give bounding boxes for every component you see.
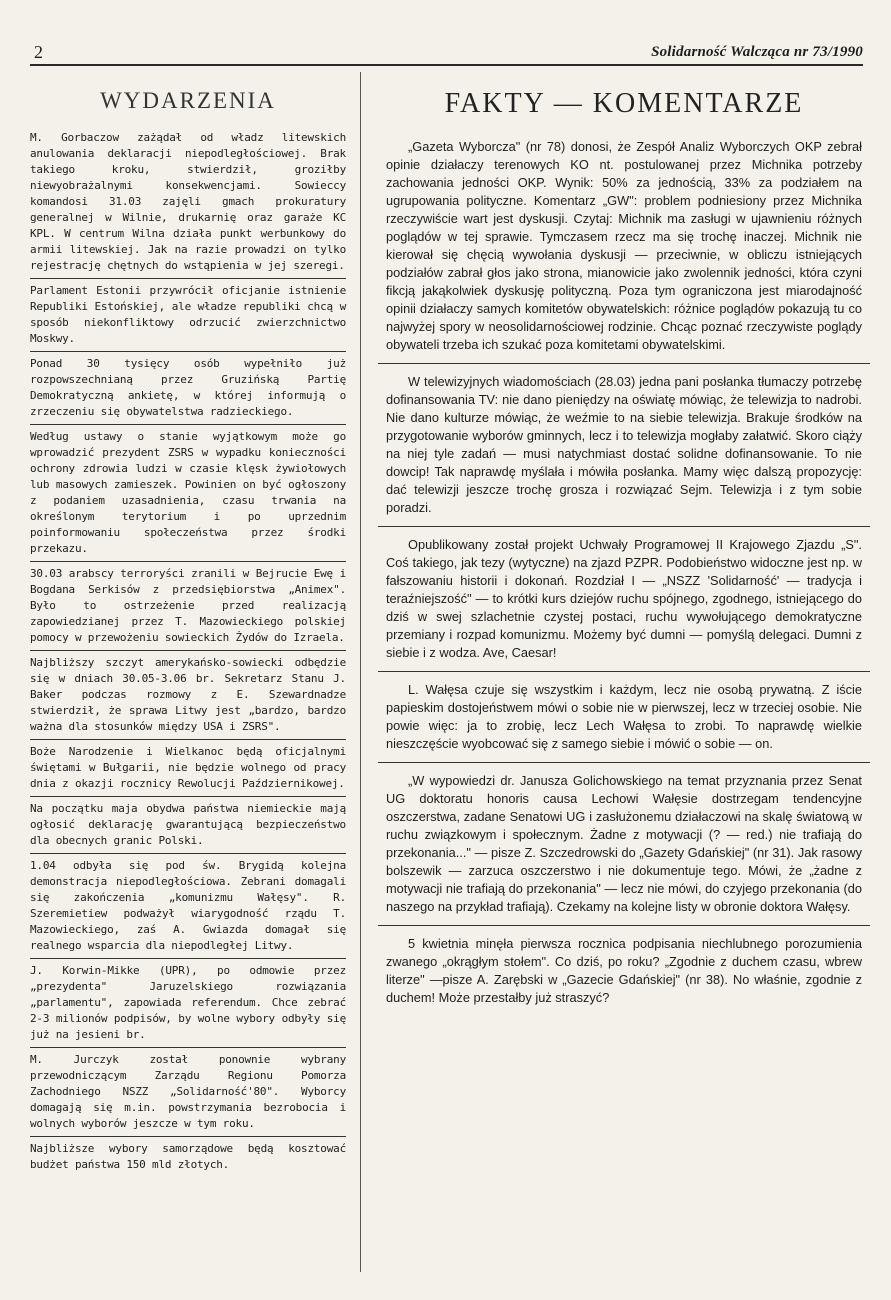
commentary-item: 5 kwietnia minęła pierwsza rocznica podpisania niechlubnego porozumienia zwanego „okrągłym stołem". Co dziś, po roku? „Zgodnie z duchem czasu, wbrew literze" —pisze A. Zarębski w „Gazecie Gdańskiej" (nr 38). No właśnie, zgodnie z duchem! Może przestałby już straszyć? — [386, 936, 862, 1005]
event-item: 30.03 arabscy terroryści zranili w Bejrucie Ewę i Bogdana Serkisów z przedsiębiorstwa „Animex". Było to ostrzeżenie przed realizacją zapowiedzianej przez T. Mazowieckiego polskiej pomocy w przewożeniu sowieckich Żydów do Izraela. — [30, 566, 346, 651]
page-number: 2 — [34, 42, 43, 62]
events-column — [30, 88, 346, 1181]
event-item: M. Jurczyk został ponownie wybrany przewodniczącym Zarządu Regionu Pomorza Zachodniego NSZZ „Solidarność'80". Wyborcy domagają się m.in. powstrzymania bezrobocia i wolnych wyborów jeszcze w tym roku. — [30, 1052, 346, 1137]
event-item: M. Gorbaczow zażądał od władz litewskich anulowania deklaracji niepodległościowej. Brak takiego kroku, stwierdził, groziłby niewyobrażalnymi konsekwencjami. Sowieccy komandosi 31.03 zajęli gmach prokuratury generalnej w Wilnie, drukarnię oraz garaże KC KPL. W centrum Wilna działa punkt werbunkowy do armii litewskiej. Jak na razie prowadzi on tylko rejestrację chętnych do wstąpienia w jej szeregi. — [30, 130, 346, 279]
commentary-item: Opublikowany został projekt Uchwały Programowej II Krajowego Zjazdu „S". Coś takiego, jak tezy (wytyczne) na zjazd PZPR. Podobieństwo widoczne jest np. w fałszowaniu historii i dokonań. Rozdział I — „NSZZ 'Solidarność' — tradycja i teraźniejszość" — to krótki kurs dziejów ruchu spójnego, zgodnego, istniejącego do dziś w swej szlachetnie czystej postaci, ruchu wywołującego demokratyczne przemiany i rozpad komunizmu. Możemy być dumni — pomyślą delegaci. Dumni z siebie i z wodza. Ave, Caesar! — [378, 536, 870, 672]
commentary-item: W telewizyjnych wiadomościach (28.03) jedna pani posłanka tłumaczy potrzebę dofinansowania TV: nie dano pieniędzy na oświatę mówiąc, że telewizja to nadrobi. Nie dano kulturze mówiąc, że weźmie to na siebie telewizja. Brakuje środków na przygotowanie wyborów gminnych, lecz i to telewizja mogłaby załatwić. Skoro ciąży na niej tyle zadań — musi natychmiast dostać solidne dofinansowanie. To nie dowcip! Tak naprawdę myślała i mówiła posłanka. Mamy więc dalszą propozycję: dać telewizji jeszcze trochę grosza i rozwiązać Sejm. Telewizja i z tym sobie poradzi. — [378, 373, 870, 527]
event-item: Parlament Estonii przywrócił oficjanie istnienie Republiki Estońskiej, ale władze republiki chcą w sposób niekonfliktowy odrzucić zwierzchnictwo Moskwy. — [30, 283, 346, 352]
event-item: Boże Narodzenie i Wielkanoc będą oficjalnymi świętami w Bułgarii, nie będzie wolnego od pracy dnia z okazji rocznicy Rewolucji Październikowej. — [30, 744, 346, 797]
commentary-item: „Gazeta Wyborcza" (nr 78) donosi, że Zespół Analiz Wyborczych OKP zebrał opinie działaczy terenowych KO nt. postulowanej przez Michnika potrzeby zachowania jedności OKP. Wynik: 50% za jednością, 33% za podziałem na ugrupowania polityczne. Komentarz „GW": problem podniesiony przez Michnika rzeczywiście wart jest dyskusji. Czytaj: Michnik ma zasługi w ujawnieniu różnych poglądów w tej sprawie. Tymczasem rzecz ma się trochę inaczej. Michnik nie kierował się chęcią wywołania dyskusji — przeciwnie, w obliczu istniejących podziałów zabrał głos jako strona, mianowicie jako zwolennik jedności, która czyni fikcją jakąkolwiek dyskusję polityczną. Poza tym ograniczona jest miarodajność opinii działaczy samych komitetów obywatelskich: różnice poglądów pokazują tu co najwyżej spory w neosolidarnościowej rodzinie. Chcąc poznać rzeczywiste poglądy obywateli trzeba ich szukać poza komitetami obywatelskimi. — [378, 138, 870, 364]
commentary-item: „W wypowiedzi dr. Janusza Golichowskiego na temat przyznania przez Senat UG doktoratu honoris causa Lechowi Wałęsie dostrzegam tendencyjne oszczerstwa, zadane Senatowi UG i zasłużonemu działaczowi na skalę światową w ruchu związkowym i społecznym. Żadne z motywacji (? — red.) nie trafiają do przekonania..." — pisze Z. Szczedrowski do „Gazety Gdańskiej" (nr 31). Jak rasowy bolszewik — zarzuca oszczerstwo i nie dokumentuje tego. Mówi, że „żadne z motywacji nie trafiają do przekonania" — lecz nie mówi, do czyjego przekonania (do naszego na przykład trafiają). Czekamy na kolejne listy w obronie doktora Wałęsy. — [378, 772, 870, 926]
commentary-column — [378, 88, 870, 1025]
event-item: Najbliższy szczyt amerykańsko-sowiecki odbędzie się w dniach 30.05-3.06 br. Sekretarz Stanu J. Baker podczas rozmowy z E. Szewardnadze stwierdził, że sprawa Litwy jest „bardzo, bardzo ważna dla stosunków między USA i ZSRS". — [30, 655, 346, 740]
commentary-heading: FAKTY — KOMENTARZE — [444, 88, 804, 119]
event-item: Najbliższe wybory samorządowe będą kosztować budżet państwa 150 mld złotych. — [30, 1142, 346, 1171]
issue-title: Solidarność Walcząca nr 73/1990 — [651, 44, 863, 60]
event-item: Według ustawy o stanie wyjątkowym może go wprowadzić prezydent ZSRS w wypadku konieczności ochrony zdrowia ludzi w czasie klęsk żywiołowych lub masowych zamieszek. Powinien on być ogłoszony z podaniem uzasadnienia, czasu trwania na określonym terytorium i po uprzednim poinformowaniu społeczeństwa przez środki przekazu. — [30, 429, 346, 562]
event-item: 1.04 odbyła się pod św. Brygidą kolejna demonstracja niepodległościowa. Zebrani domagali się zakończenia „komunizmu Wałęsy". R. Szeremietiew podważył wiarygodność rządu T. Mazowieckiego, zaś A. Gwiazda domagał się realnego wsparcia dla niepodległej Litwy. — [30, 858, 346, 959]
event-item: Na początku maja obydwa państwa niemieckie mają ogłosić deklarację gwarantującą bezpieczeństwo dla obecnych granic Polski. — [30, 801, 346, 854]
events-heading: WYDARZENIA — [100, 88, 276, 113]
page-header — [30, 40, 863, 66]
event-item: J. Korwin-Mikke (UPR), po odmowie przez „prezydenta" Jaruzelskiego rozwiązania „parlamentu", zapowiada referendum. Chce zebrać 2-3 milionów podpisów, by wolne wybory odbyły się już na jesieni br. — [30, 963, 346, 1048]
event-item: Ponad 30 tysięcy osób wypełniło już rozpowszechnianą przez Gruzińską Partię Demokratyczną ankietę, w której informują o zrzeczeniu się obywatelstwa radzieckiego. — [30, 356, 346, 425]
commentary-item: L. Wałęsa czuje się wszystkim i każdym, lecz nie osobą prywatną. Z iście papieskim dostojeństwem mówi o sobie nie w pierwszej, lecz w trzeciej osobie. Nie powie więc: ja to zrobię, lecz Lech Wałęsa to zrobi. To naprawdę wielkie nieszczęście wyobcować się z samego siebie i mówić o sobie — on. — [378, 681, 870, 763]
column-divider — [360, 72, 361, 1272]
